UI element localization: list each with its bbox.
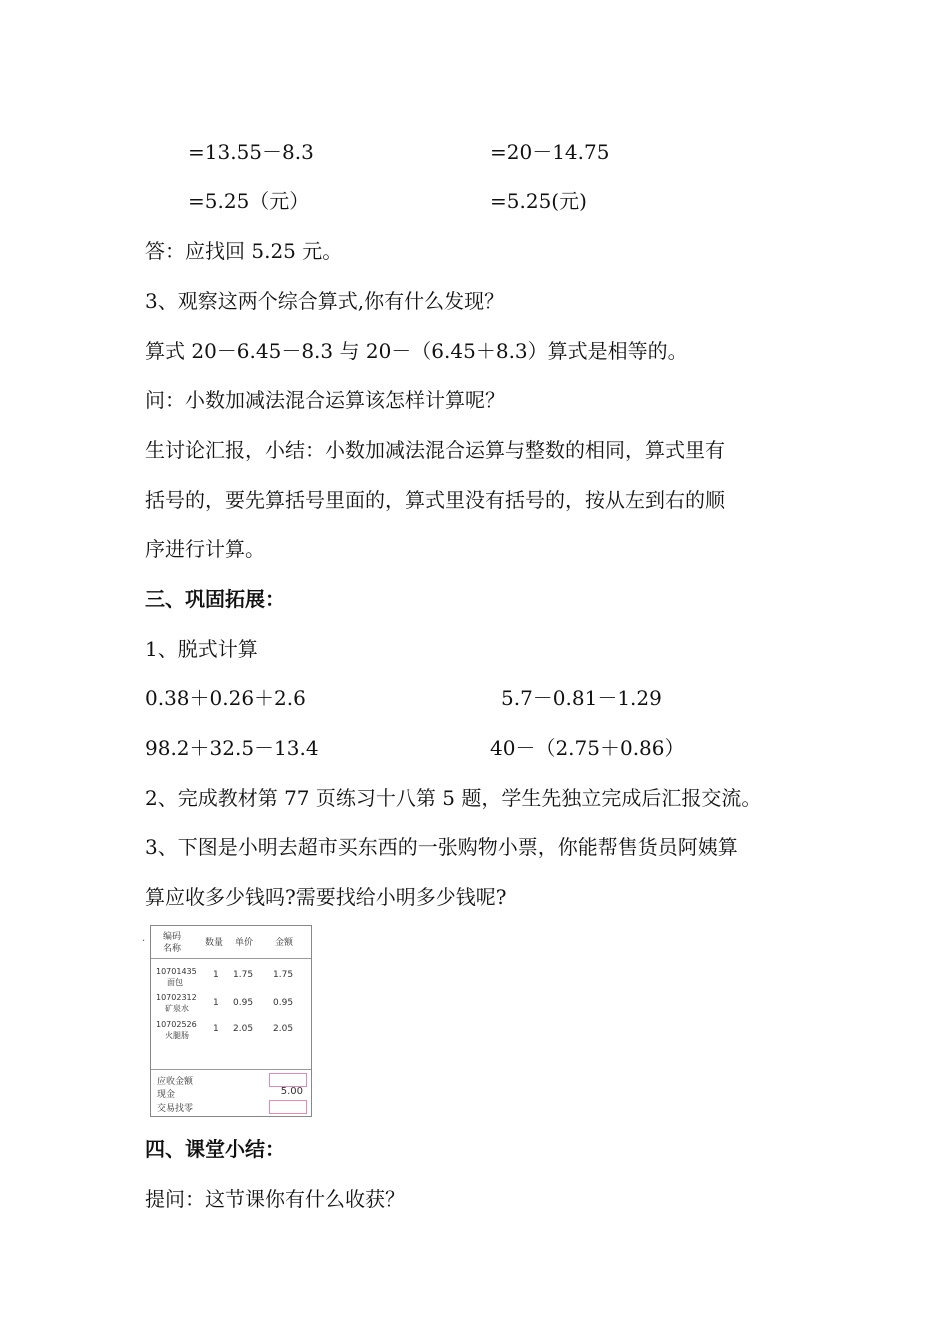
receipt-header-price: 单价 bbox=[235, 938, 254, 948]
summary-line-3: 序进行计算。 bbox=[145, 537, 265, 561]
receipt-footer-divider bbox=[151, 1069, 311, 1070]
receipt-due-label: 应收金额 bbox=[157, 1077, 194, 1087]
stray-dot: · bbox=[142, 936, 146, 947]
receipt-item-price: 0.95 bbox=[233, 998, 254, 1008]
receipt-header-divider bbox=[151, 958, 311, 959]
receipt-item-name: 矿泉水 bbox=[165, 1004, 189, 1013]
exercise-2: 2、完成教材第 77 页练习十八第 5 题，学生先独立完成后汇报交流。 bbox=[145, 786, 762, 810]
section-4-title: 四、课堂小结： bbox=[145, 1137, 285, 1161]
summary-line-2: 括号的，要先算括号里面的，算式里没有括号的，按从左到右的顺 bbox=[145, 488, 725, 512]
receipt-item-price: 2.05 bbox=[233, 1024, 254, 1034]
exercise-1a: 0.38＋0.26＋2.6 bbox=[145, 686, 306, 710]
answer-line: 答：应找回 5.25 元。 bbox=[145, 239, 343, 263]
receipt-item-total: 2.05 bbox=[273, 1024, 294, 1034]
calc-left-line1: =13.55－8.3 bbox=[188, 140, 314, 164]
exercise-1d: 40－（2.75＋0.86） bbox=[490, 736, 685, 760]
receipt-item-code: 10702312 bbox=[156, 993, 197, 1002]
exercise-3-line-1: 3、下图是小明去超市买东西的一张购物小票，你能帮售货员阿姨算 bbox=[145, 835, 738, 859]
receipt-header-total: 金额 bbox=[275, 938, 294, 948]
receipt-item-price: 1.75 bbox=[233, 970, 254, 980]
calc-right-line1: =20－14.75 bbox=[490, 140, 610, 164]
receipt-cash-value: 5.00 bbox=[280, 1086, 303, 1097]
closing-question: 提问：这节课你有什么收获？ bbox=[145, 1187, 405, 1211]
receipt-item-qty: 1 bbox=[213, 1024, 219, 1034]
receipt-item-code: 10701435 bbox=[156, 967, 197, 976]
receipt-item-name: 火腿肠 bbox=[165, 1031, 189, 1040]
exercise-3-line-2: 算应收多少钱吗?需要找给小明多少钱呢? bbox=[145, 885, 507, 909]
receipt-item-qty: 1 bbox=[213, 970, 219, 980]
formula-statement: 算式 20－6.45－8.3 与 20－（6.45＋8.3）算式是相等的。 bbox=[145, 339, 688, 363]
receipt-header-code: 编码 bbox=[163, 932, 182, 942]
receipt-item-total: 0.95 bbox=[273, 998, 294, 1008]
calc-right-line2: =5.25(元) bbox=[490, 189, 587, 213]
receipt-header-name: 名称 bbox=[163, 944, 182, 954]
question-line: 问：小数加减法混合运算该怎样计算呢？ bbox=[145, 388, 505, 412]
receipt-item-name: 面包 bbox=[167, 978, 183, 987]
receipt-change-label: 交易找零 bbox=[157, 1104, 194, 1114]
section-3-title: 三、巩固拓展： bbox=[145, 587, 285, 611]
receipt-change-box bbox=[269, 1100, 307, 1114]
exercise-1b: 5.7－0.81－1.29 bbox=[501, 686, 662, 710]
exercise-1-title: 1、脱式计算 bbox=[145, 637, 258, 661]
question-3: 3、观察这两个综合算式,你有什么发现？ bbox=[145, 289, 505, 313]
calc-left-line2: =5.25（元） bbox=[188, 189, 310, 213]
receipt-cash-label: 现金 bbox=[157, 1090, 176, 1100]
receipt-item-code: 10702526 bbox=[156, 1020, 197, 1029]
receipt-item-qty: 1 bbox=[213, 998, 219, 1008]
receipt-item-total: 1.75 bbox=[273, 970, 294, 980]
shopping-receipt bbox=[150, 925, 312, 1117]
exercise-1c: 98.2＋32.5－13.4 bbox=[145, 736, 319, 760]
receipt-due-box bbox=[269, 1073, 307, 1087]
summary-line-1: 生讨论汇报，小结：小数加减法混合运算与整数的相同，算式里有 bbox=[145, 438, 725, 462]
receipt-header-qty: 数量 bbox=[205, 938, 224, 948]
